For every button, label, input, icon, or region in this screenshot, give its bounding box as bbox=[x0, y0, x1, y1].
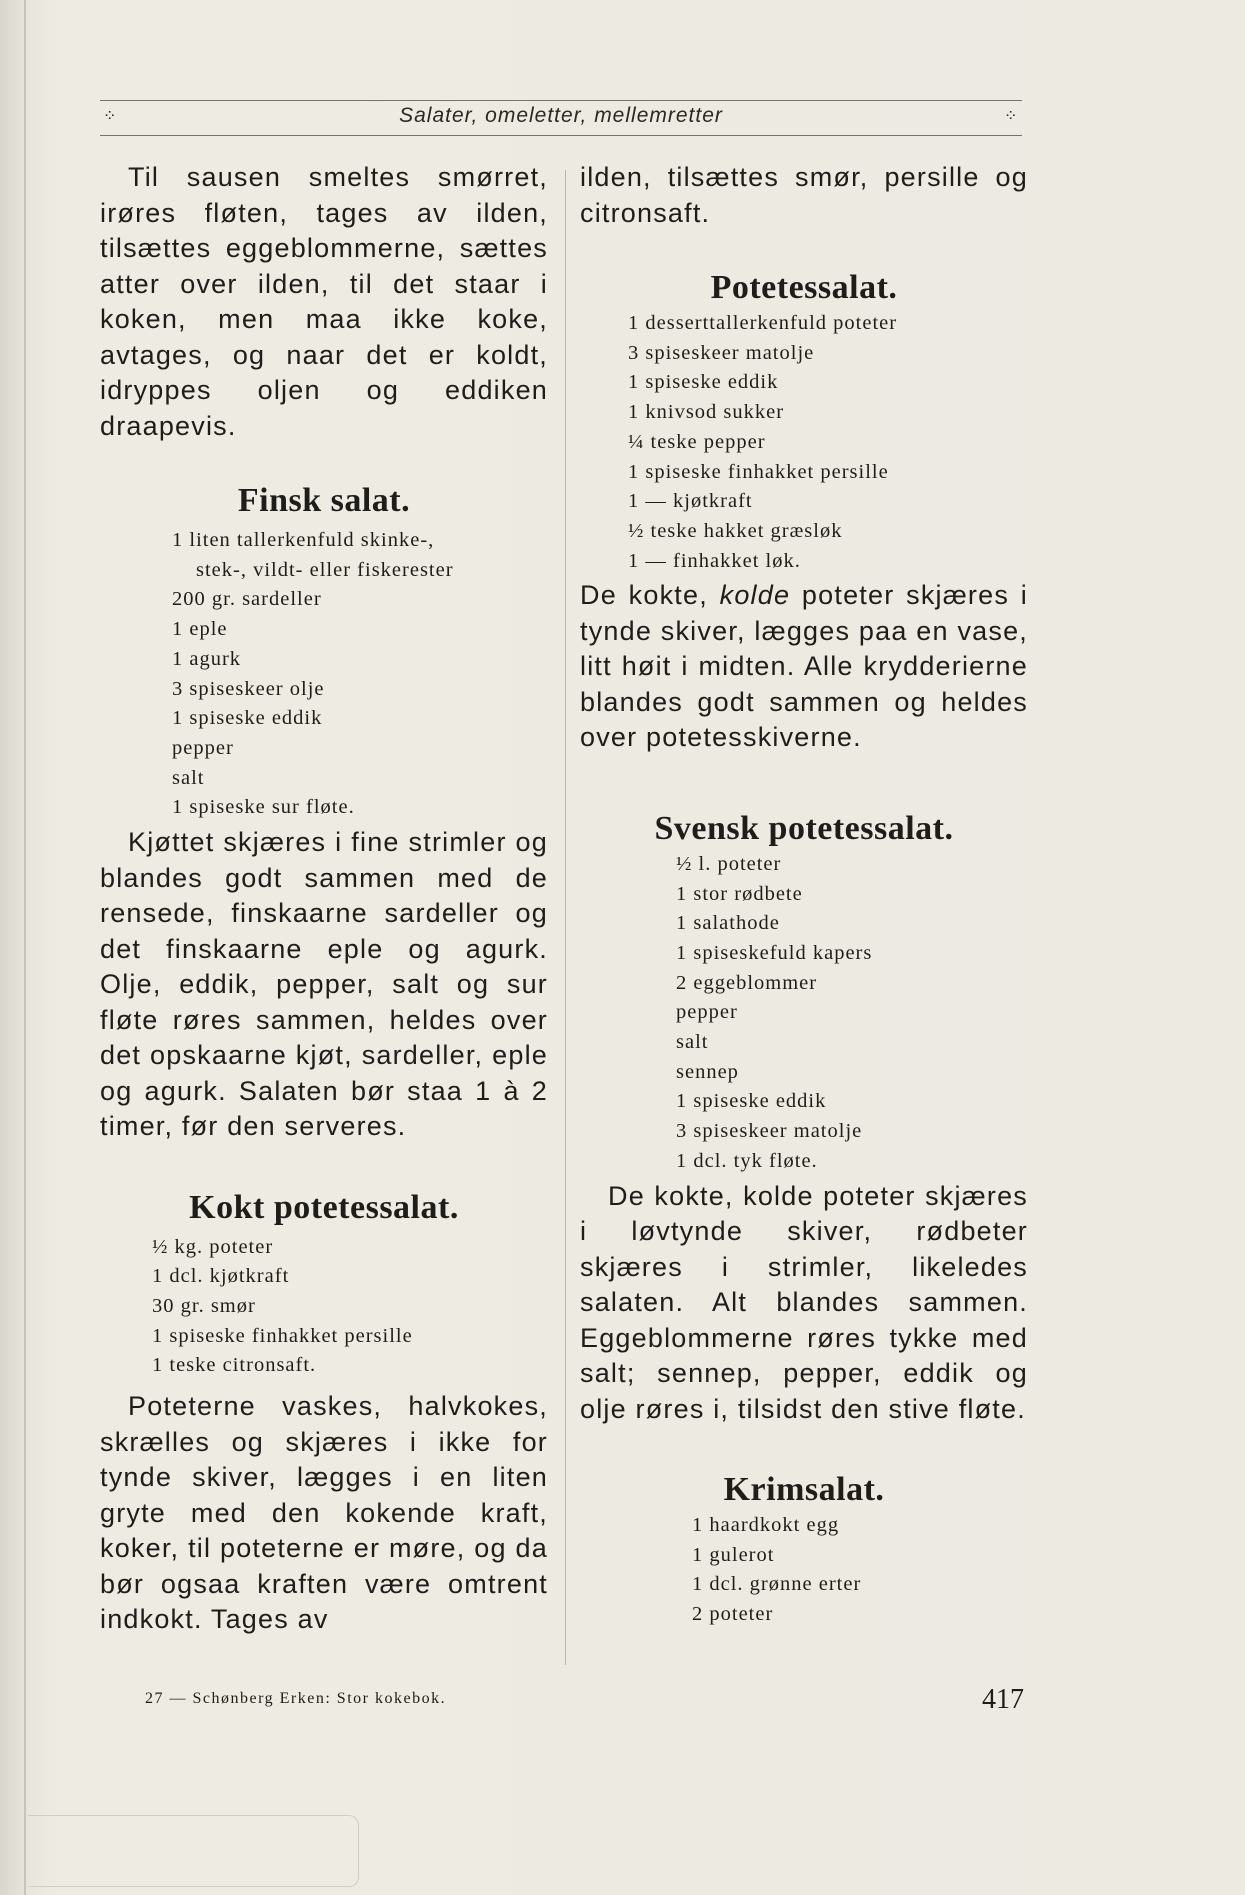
ingredient-line: 1 — kjøtkraft bbox=[628, 490, 753, 513]
page-spine-edge bbox=[24, 0, 26, 1895]
right-column bbox=[580, 160, 1028, 1630]
potetessalat-method bbox=[580, 578, 1028, 756]
finsk-salat-method: Kjøttet skjæres i fine strimler og blandes godt sammen med de rensede, finskaarne sardeller og det finskaarne eple og agurk. Olje, eddik, pepper, salt og sur fløte røres sammen, heldes over det opskaarne kjøt, sardeller, eple og agurk. Salaten bør staa 1 à 2 timer, før den serveres. bbox=[100, 827, 548, 1142]
ingredient-line: 3 spiseskeer olje bbox=[172, 677, 325, 700]
method-text: De kokte, bbox=[580, 580, 720, 611]
ingredient-line: 1 spiseske eddik bbox=[676, 1090, 827, 1113]
method-emphasis: kolde bbox=[719, 580, 791, 611]
header-ornament-left-icon: ⁘ bbox=[103, 106, 117, 125]
left-column bbox=[100, 160, 548, 1638]
page-number: 417 bbox=[982, 1684, 1024, 1715]
ingredient-line: 1 dcl. grønne erter bbox=[692, 1573, 862, 1596]
ingredient-line: ½ kg. poteter bbox=[152, 1235, 274, 1258]
ingredient-line: 1 spiseske sur fløte. bbox=[172, 796, 355, 819]
ingredient-line: 1 spiseskefuld kapers bbox=[676, 941, 873, 964]
ingredient-line: 3 spiseskeer matolje bbox=[628, 341, 815, 364]
ingredient-line: salt bbox=[676, 1031, 709, 1054]
recipe-heading-kokt-potetessalat: Kokt potetessalat. bbox=[189, 1188, 459, 1226]
ingredient-line: ¼ teske pepper bbox=[628, 430, 766, 453]
ingredient-line: 1 haardkokt egg bbox=[692, 1514, 840, 1537]
ingredient-line: 1 stor rødbete bbox=[676, 882, 803, 905]
ingredient-line: salt bbox=[172, 766, 205, 789]
recipe-heading-svensk-potetessalat: Svensk potetessalat. bbox=[654, 809, 954, 847]
svensk-potetessalat-ingredients bbox=[580, 850, 1028, 1177]
ingredient-line: 1 spiseske finhakket persille bbox=[152, 1324, 413, 1347]
header-rule-top bbox=[100, 100, 1022, 101]
krimsalat-ingredients bbox=[580, 1511, 1028, 1630]
ingredient-line: 200 gr. sardeller bbox=[172, 588, 322, 611]
ingredient-line: pepper bbox=[676, 1001, 738, 1024]
recipe-heading-krimsalat: Krimsalat. bbox=[723, 1471, 885, 1509]
ingredient-line: 2 eggeblommer bbox=[676, 971, 818, 994]
ingredient-line: 1 dcl. tyk fløte. bbox=[676, 1149, 818, 1172]
ingredient-line: stek-, vildt- eller fiskerester bbox=[196, 558, 454, 581]
kokt-potetessalat-ingredients bbox=[100, 1233, 548, 1382]
ingredient-line: 1 — finhakket løk. bbox=[628, 549, 801, 572]
ingredient-line: 1 eple bbox=[172, 618, 228, 641]
ingredient-line: 2 poteter bbox=[692, 1603, 774, 1626]
potetessalat-ingredients bbox=[580, 309, 1028, 576]
kokt-potetessalat-method: Poteterne vaskes, halvkokes, skrælles og skjæres i ikke for tynde skiver, lægges i en liten gryte med den kokende kraft, koker, til poteterne er møre, og da bør ogsaa kraften være omtrent indkokt. Tages av bbox=[100, 1391, 548, 1635]
ingredient-line: 1 agurk bbox=[172, 647, 242, 670]
ingredient-line: ½ l. poteter bbox=[676, 852, 782, 875]
recipe-heading-potetessalat: Potetessalat. bbox=[710, 269, 898, 306]
kokt-potetessalat-continuation: ilden, tilsættes smør, persille og citronsaft. bbox=[580, 162, 1028, 228]
ingredient-line: 1 liten tallerkenfuld skinke-, bbox=[172, 529, 435, 551]
method-text: poteter skjæres i tynde skiver, lægges paa en vase, litt høit i midten. Alle krydderierne blandes godt sammen og heldes over potetesskiverne. bbox=[580, 580, 1028, 753]
recipe-heading-finsk-salat: Finsk salat. bbox=[237, 482, 411, 519]
page-edge-tab bbox=[28, 1815, 359, 1887]
column-divider bbox=[565, 170, 566, 1665]
ingredient-line: 1 spiseske eddik bbox=[628, 371, 779, 394]
ingredient-line: pepper bbox=[172, 736, 234, 759]
ingredient-line: 1 salathode bbox=[676, 912, 780, 935]
ingredient-line: sennep bbox=[676, 1060, 739, 1083]
ingredient-line: 1 knivsod sukker bbox=[628, 401, 785, 424]
ingredient-line: ½ teske hakket græsløk bbox=[628, 519, 843, 542]
svensk-potetessalat-method: De kokte, kolde poteter skjæres i løvtynde skiver, rødbeter skjæres i strimler, likeledes salaten. Alt blandes sammen. Eggeblommerne røres tykke med salt; sennep, pepper, eddik og olje røres i, tilsidst den stive fløte. bbox=[580, 1180, 1028, 1424]
ingredient-line: 1 dcl. kjøtkraft bbox=[152, 1265, 290, 1288]
ingredient-line: 1 teske citronsaft. bbox=[152, 1354, 317, 1377]
footer-signature: 27 — Schønberg Erken: Stor kokebok. bbox=[145, 1690, 447, 1707]
ingredient-line: 1 spiseske eddik bbox=[172, 707, 323, 730]
running-header-title: Salater, omeletter, mellemretter bbox=[399, 104, 723, 127]
sauce-instructions-paragraph: Til sausen smeltes smørret, irøres fløten, tages av ilden, tilsættes eggeblommerne, sættes atter over ilden, til det staar i koken, men maa ikke koke, avtages, og naar det er koldt, idryppes oljen og eddiken draapevis. bbox=[100, 162, 548, 441]
ingredient-line: 1 spiseske finhakket persille bbox=[628, 460, 889, 483]
header-ornament-right-icon: ⁘ bbox=[1004, 106, 1018, 125]
ingredient-line: 3 spiseskeer matolje bbox=[676, 1120, 863, 1143]
header-rule-bottom bbox=[100, 135, 1022, 136]
ingredient-line: 1 desserttallerkenfuld poteter bbox=[628, 312, 898, 334]
ingredient-line: 1 gulerot bbox=[692, 1543, 775, 1566]
ingredient-line: 30 gr. smør bbox=[152, 1294, 256, 1317]
finsk-salat-ingredients bbox=[100, 526, 548, 823]
